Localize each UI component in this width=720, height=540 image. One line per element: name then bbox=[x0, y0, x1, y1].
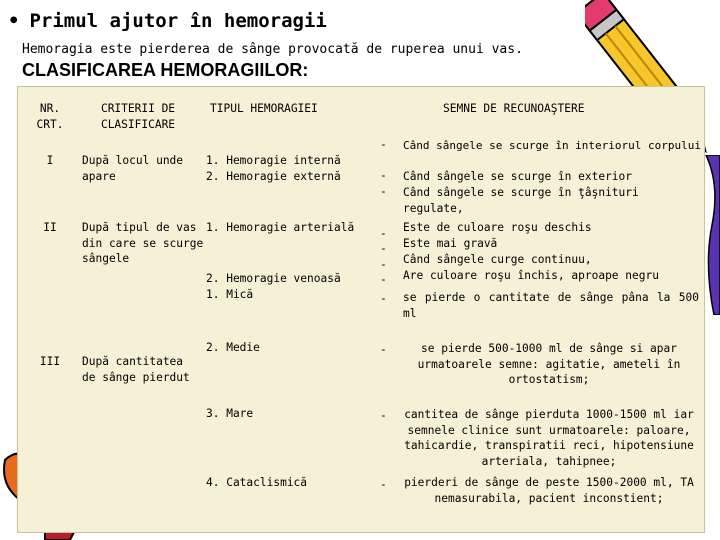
page-title bbox=[8, 10, 327, 32]
type-externa: 2. Hemoragie externă bbox=[206, 170, 341, 183]
sign-arterial-2: Este de culoare roşu deschis bbox=[403, 221, 592, 234]
row-criteria-2: După tipul de vas din care se scurge sângele bbox=[82, 221, 204, 265]
row-nr-3: III bbox=[39, 355, 61, 368]
dash: - bbox=[380, 227, 387, 240]
type-mica: 1. Mică bbox=[206, 288, 254, 301]
row-criteria-1: După locul unde apare bbox=[82, 154, 184, 183]
sign-venos-2: Are culoare roşu închis, aproape negru bbox=[403, 269, 659, 282]
header-semne: SEMNE DE RECUNOAŞTERE bbox=[443, 102, 585, 115]
dash: - bbox=[380, 343, 387, 356]
type-arteriala: 1. Hemoragie arterială bbox=[206, 221, 355, 234]
sign-cataclismica: pierderi de sânge de peste 1500-2000 ml, TA nemasurabila, pacient inconstient; bbox=[404, 476, 694, 505]
header-criterii: CRITERII DE CLASIFICARE bbox=[100, 102, 176, 131]
type-mare: 3. Mare bbox=[206, 407, 254, 420]
sign-mare: cantitea de sânge pierduta 1000-1500 ml iar semnele clinice sunt urmatoarele: paloare, tahicardie, transpiratii reci, hipotensiune arteriala, tahipnee; bbox=[404, 408, 694, 468]
title-text: Primul ajutor în hemoragii bbox=[29, 10, 327, 32]
sign-arterial-3: Este mai gravă bbox=[403, 237, 498, 250]
subtitle: Hemoragia este pierderea de sânge provocată de ruperea unui vas. bbox=[22, 42, 523, 57]
sign-venos-1: Când sângele curge continuu, bbox=[403, 253, 592, 266]
row-nr-2: II bbox=[43, 221, 57, 234]
sign-mica: se pierde o cantitate de sânge pâna la 500 ml bbox=[403, 291, 699, 320]
classification-heading: CLASIFICAREA HEMORAGIILOR: bbox=[22, 60, 309, 80]
dash: - bbox=[380, 292, 387, 305]
dash: - bbox=[380, 478, 387, 491]
sign-arterial-1: Când sângele se scurge în ţâşnituri regulate, bbox=[403, 186, 639, 215]
sign-externa: Când sângele se scurge în exterior bbox=[403, 170, 633, 183]
sign-medie: se pierde 500-1000 ml de sânge si apar urmatoarele semne: agitatie, ameteli în ortostatism; bbox=[417, 342, 681, 386]
dash: - bbox=[380, 185, 387, 198]
sign-interna: Când sângele se scurge în interiorul corpului bbox=[403, 139, 702, 152]
classification-table bbox=[17, 86, 705, 533]
dash: - bbox=[380, 409, 387, 422]
type-venoasa: 2. Hemoragie venoasă bbox=[206, 272, 341, 285]
dash: - bbox=[380, 138, 387, 151]
row-nr-1: I bbox=[46, 154, 54, 167]
dash: - bbox=[380, 242, 387, 255]
dash: - bbox=[380, 258, 387, 271]
type-interna: 1. Hemoragie internă bbox=[206, 154, 341, 167]
row-criteria-3: După cantitatea de sânge pierdut bbox=[82, 355, 190, 384]
type-cataclismica: 4. Cataclismică bbox=[206, 476, 308, 489]
header-tipul: TIPUL HEMORAGIEI bbox=[210, 102, 318, 115]
dash: - bbox=[380, 169, 387, 182]
dash: - bbox=[380, 273, 387, 286]
type-medie: 2. Medie bbox=[206, 341, 260, 354]
header-nr: NR. CRT. bbox=[36, 102, 64, 131]
bullet: • bbox=[8, 10, 20, 32]
